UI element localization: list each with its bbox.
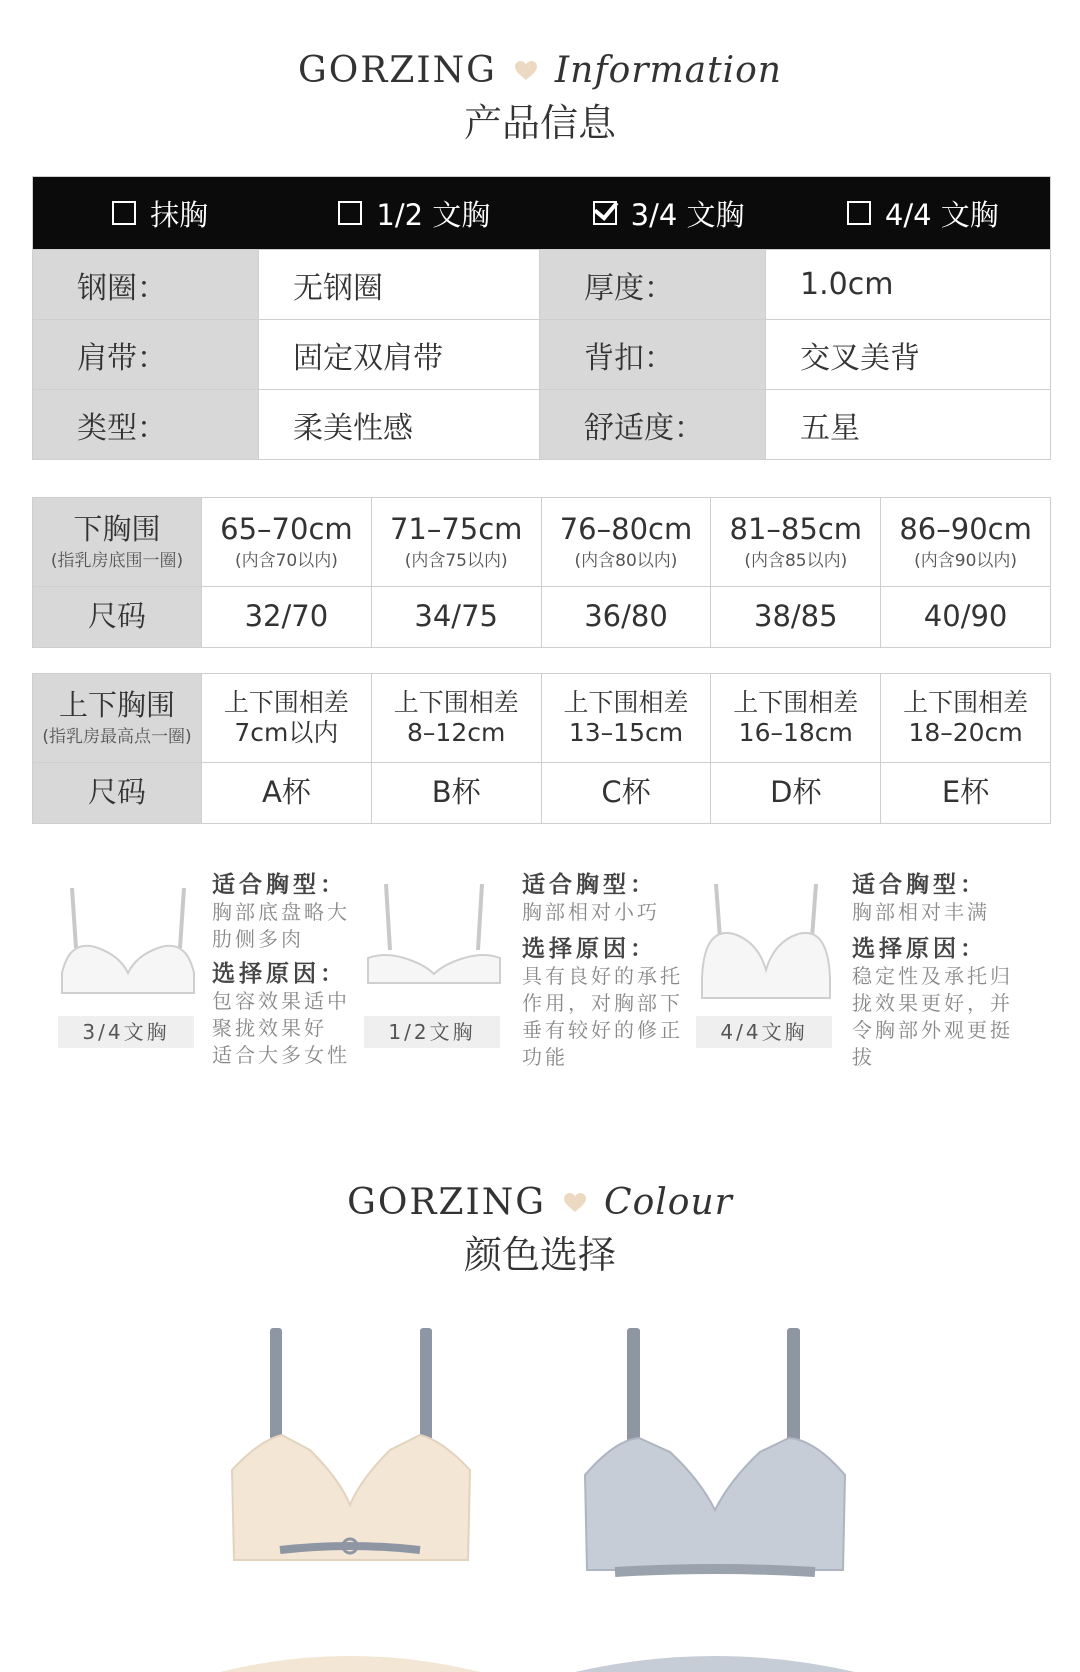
colour-subtitle: 颜色选择 — [463, 1233, 616, 1277]
heart-icon — [515, 61, 537, 81]
bra-description-3-4 — [212, 872, 362, 1069]
reason-line: 功能 — [522, 1045, 568, 1069]
cup-option-3 — [542, 193, 796, 234]
range-value: 86–90cm — [899, 511, 1032, 546]
suit-line: 胸部相对丰满 — [852, 900, 990, 924]
range-value: 81–85cm — [729, 511, 863, 546]
cup-value: D杯 — [770, 775, 822, 810]
info-label: 肩带： — [33, 320, 258, 389]
diff-line2: 7cm以内 — [234, 718, 339, 747]
range-cell — [371, 498, 541, 586]
checkbox-checked-icon — [593, 201, 617, 225]
suit-title: 适合胸型： — [522, 872, 657, 898]
cup-diff-row — [33, 674, 1050, 762]
cup-cell — [371, 763, 541, 823]
size-value: 40/90 — [923, 599, 1008, 634]
range-note: (内含85以内) — [744, 551, 848, 572]
size-cell — [201, 587, 371, 647]
underbust-range-row — [33, 498, 1050, 586]
diff-line2: 18–20cm — [908, 718, 1023, 747]
diff-cell — [541, 674, 711, 762]
info-label: 舒适度： — [540, 390, 765, 459]
diff-cell — [371, 674, 541, 762]
product-grey-bra-image — [575, 1320, 855, 1600]
bra-description-4-4 — [852, 872, 1022, 1071]
cup-cell — [541, 763, 711, 823]
range-value: 65–70cm — [220, 511, 353, 546]
checkbox-icon — [338, 201, 362, 225]
underbust-size-table — [32, 497, 1051, 648]
diff-line1: 上下围相差 — [903, 688, 1029, 717]
cup-option-label: 3/4 文胸 — [630, 197, 745, 232]
cup-type-header — [33, 177, 1050, 249]
cup-option-4 — [796, 193, 1050, 234]
suit-line: 胸部底盘略大 — [212, 900, 350, 924]
cup-option-1 — [33, 193, 287, 234]
bra-4-4-icon — [696, 878, 836, 1008]
range-note: (内含75以内) — [404, 551, 508, 572]
bra-illustration-3-4 — [58, 878, 198, 1048]
reason-title: 选择原因： — [522, 936, 657, 962]
size-label-cell — [33, 587, 201, 647]
cup-option-label: 抹胸 — [150, 197, 209, 232]
size-value: 32/70 — [244, 599, 329, 634]
bra-description-1-2 — [522, 872, 692, 1071]
product-info-table — [32, 176, 1051, 460]
range-note: (内含80以内) — [574, 551, 678, 572]
info-value: 柔美性感 — [258, 390, 540, 459]
reason-line: 包容效果适中 — [212, 989, 350, 1013]
cup-cell — [710, 763, 880, 823]
cup-size-table — [32, 673, 1051, 824]
info-brand-heading — [0, 50, 1080, 91]
range-note: (内含90以内) — [914, 551, 1018, 572]
cup-option-label: 1/2 文胸 — [376, 197, 491, 232]
range-cell — [710, 498, 880, 586]
bra-1-2-icon — [364, 878, 504, 1008]
info-value: 五星 — [765, 390, 1050, 459]
brand-script: Information — [554, 50, 782, 91]
size-label: 尺码 — [87, 599, 146, 634]
cup-header-label: 上下胸围 — [58, 687, 175, 722]
bra-type-tag: 1/2文胸 — [364, 1016, 500, 1048]
bra-3-4-icon — [58, 878, 198, 1008]
range-value: 76–80cm — [559, 511, 693, 546]
size-cell — [541, 587, 711, 647]
heart-icon — [564, 1193, 586, 1213]
suit-title: 适合胸型： — [212, 872, 347, 898]
reason-line: 拢效果更好，并 — [852, 991, 1013, 1015]
size-label: 尺码 — [87, 775, 146, 810]
cup-value: E杯 — [941, 775, 990, 810]
size-cell — [710, 587, 880, 647]
brand-name: GORZING — [298, 50, 497, 91]
product-beige-bottom-image — [220, 1640, 480, 1672]
info-label: 类型： — [33, 390, 258, 459]
info-value: 固定双肩带 — [258, 320, 540, 389]
underbust-size-row — [33, 586, 1050, 647]
cup-value: C杯 — [601, 775, 651, 810]
checkbox-icon — [112, 201, 136, 225]
suit-line: 胸部相对小巧 — [522, 900, 660, 924]
diff-line1: 上下围相差 — [393, 688, 519, 717]
range-cell — [541, 498, 711, 586]
reason-line: 稳定性及承托归 — [852, 964, 1013, 988]
range-note: (内含70以内) — [234, 551, 338, 572]
size-cell — [880, 587, 1050, 647]
cup-cell — [201, 763, 371, 823]
diff-line1: 上下围相差 — [563, 688, 689, 717]
info-label: 背扣： — [540, 320, 765, 389]
range-cell — [201, 498, 371, 586]
colour-brand-heading — [0, 1182, 1080, 1223]
cup-value: A杯 — [261, 775, 311, 810]
product-grey-bottom-image — [575, 1640, 855, 1672]
diff-line2: 13–15cm — [568, 718, 684, 747]
info-label: 钢圈： — [33, 250, 258, 319]
size-value: 36/80 — [584, 599, 668, 634]
cup-option-2 — [287, 193, 541, 234]
reason-line: 拔 — [852, 1045, 875, 1069]
diff-line2: 16–18cm — [738, 718, 853, 747]
size-label-cell — [33, 763, 201, 823]
info-label: 厚度： — [540, 250, 765, 319]
diff-line1: 上下围相差 — [733, 688, 859, 717]
cup-size-row — [33, 762, 1050, 823]
underbust-header-cell — [33, 498, 201, 586]
cup-cell — [880, 763, 1050, 823]
checkbox-icon — [847, 201, 871, 225]
cup-header-note: (指乳房最高点一圈) — [42, 727, 192, 748]
info-value: 1.0cm — [765, 250, 1050, 319]
bra-illustration-4-4 — [696, 878, 836, 1048]
bra-type-tag: 4/4文胸 — [696, 1016, 832, 1048]
info-value: 无钢圈 — [258, 250, 540, 319]
bra-type-tag: 3/4文胸 — [58, 1016, 194, 1048]
size-value: 34/75 — [414, 599, 498, 634]
reason-line: 适合大多女性 — [212, 1043, 350, 1067]
reason-title: 选择原因： — [212, 961, 347, 987]
cup-header-cell — [33, 674, 201, 762]
reason-line: 垂有较好的修正 — [522, 1018, 683, 1042]
size-value: 38/85 — [754, 599, 838, 634]
reason-line: 令胸部外观更挺 — [852, 1018, 1013, 1042]
info-row — [33, 319, 1050, 389]
diff-cell — [710, 674, 880, 762]
suit-line: 肋侧多肉 — [212, 927, 304, 951]
reason-line: 聚拢效果好 — [212, 1016, 327, 1040]
bra-illustration-1-2 — [364, 878, 504, 1048]
diff-cell — [880, 674, 1050, 762]
info-subtitle: 产品信息 — [463, 101, 616, 145]
cup-option-label: 4/4 文胸 — [884, 197, 999, 232]
diff-cell — [201, 674, 371, 762]
range-cell — [880, 498, 1050, 586]
info-row — [33, 389, 1050, 459]
underbust-header-note: (指乳房底围一圈) — [50, 551, 184, 572]
diff-line2: 8–12cm — [407, 718, 506, 747]
suit-title: 适合胸型： — [852, 872, 987, 898]
brand-name: GORZING — [347, 1182, 547, 1223]
reason-line: 作用，对胸部下 — [522, 991, 683, 1015]
range-value: 71–75cm — [389, 511, 523, 546]
info-value: 交叉美背 — [765, 320, 1050, 389]
info-row — [33, 249, 1050, 319]
brand-script: Colour — [604, 1182, 733, 1223]
reason-title: 选择原因： — [852, 936, 987, 962]
product-beige-bra-image — [220, 1320, 480, 1590]
size-cell — [371, 587, 541, 647]
diff-line1: 上下围相差 — [223, 688, 349, 717]
reason-line: 具有良好的承托 — [522, 964, 683, 988]
underbust-header-label: 下胸围 — [73, 511, 161, 546]
cup-value: B杯 — [431, 775, 481, 810]
